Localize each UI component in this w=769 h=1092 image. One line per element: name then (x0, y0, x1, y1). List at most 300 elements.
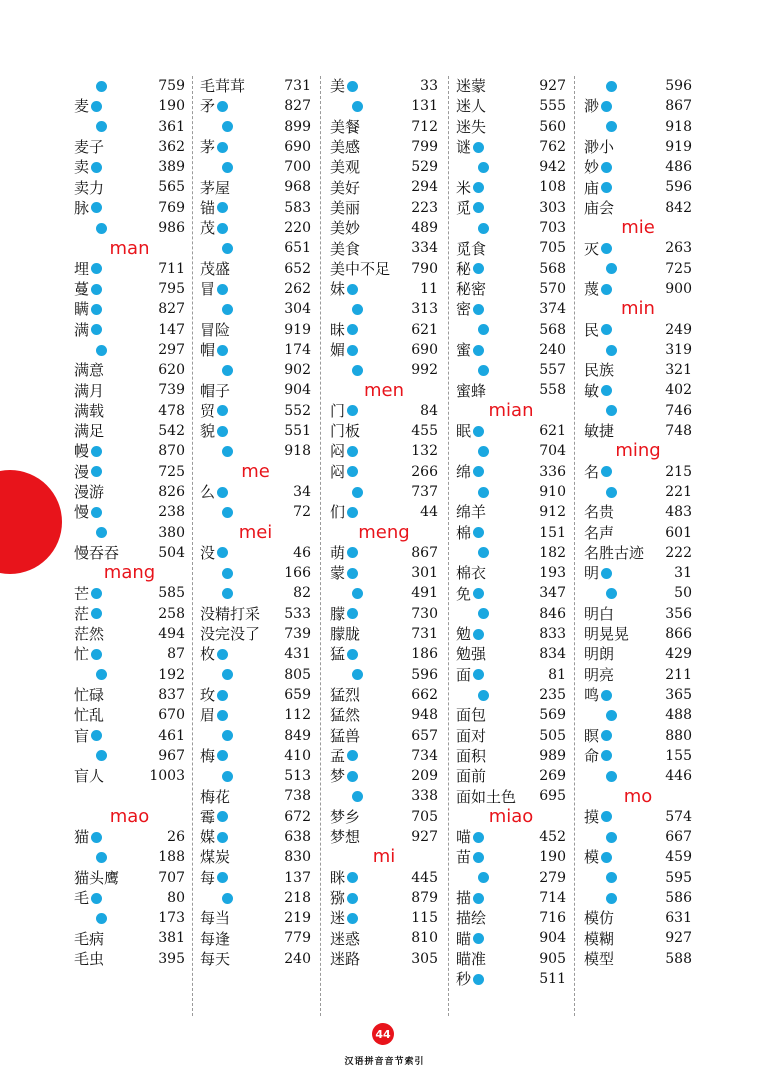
entry-word: 明朗 (584, 645, 615, 664)
index-entry (200, 320, 311, 340)
entry-word: 猫头鹰 (74, 868, 120, 887)
entry-word: 猛然 (330, 706, 361, 725)
index-entry (200, 624, 311, 644)
page-ref: 712 (411, 118, 438, 135)
reading-badge-icon (601, 284, 612, 295)
index-entry (330, 888, 438, 908)
reading-badge-icon (347, 507, 358, 518)
entry-word: 渺 (584, 97, 600, 116)
reading-badge-icon (347, 324, 358, 335)
index-entry (200, 827, 311, 847)
writing-badge-icon (222, 568, 233, 579)
index-entry (456, 685, 566, 705)
entry-word: 茂盛 (200, 259, 231, 278)
entry-word: 眠 (456, 422, 472, 441)
page-ref: 662 (411, 686, 438, 703)
index-entry (74, 644, 185, 664)
writing-badge-icon (352, 365, 363, 376)
entry-word: 民族 (584, 361, 615, 380)
page-ref: 805 (284, 666, 311, 683)
entry-word: 茫然 (74, 625, 105, 644)
entry-word: 迷惑 (330, 929, 361, 948)
entry-word: 密 (456, 300, 472, 319)
page-ref: 558 (539, 382, 566, 399)
index-entry (330, 604, 438, 624)
index-entry (584, 563, 692, 583)
page-ref: 704 (539, 443, 566, 460)
writing-badge-icon (96, 750, 107, 761)
page-ref: 478 (158, 402, 185, 419)
writing-badge-icon (352, 101, 363, 112)
reading-badge-icon (91, 649, 102, 660)
entry-word: 迷 (330, 909, 346, 928)
column-divider (448, 76, 449, 1016)
entry-word: 锚 (200, 198, 216, 217)
page-ref: 238 (158, 504, 185, 521)
reading-badge-icon (473, 202, 484, 213)
page-ref: 193 (539, 565, 566, 582)
index-entry (456, 543, 566, 563)
index-entry (74, 868, 185, 888)
index-entry (74, 726, 185, 746)
index-entry (584, 76, 692, 96)
entry-word: 们 (330, 503, 346, 522)
entry-word: 霉 (200, 807, 216, 826)
syllable-heading: min (621, 298, 655, 320)
page-ref: 486 (665, 159, 692, 176)
index-entry (200, 299, 311, 319)
index-entry (330, 665, 438, 685)
index-entry (74, 665, 185, 685)
page-ref: 910 (539, 483, 566, 500)
column-divider (192, 76, 193, 1016)
page-ref: 574 (665, 808, 692, 825)
entry-word: 面包 (456, 706, 487, 725)
page-ref: 222 (665, 544, 692, 561)
reading-badge-icon (217, 649, 228, 660)
page-ref: 759 (158, 78, 185, 94)
index-entry (330, 340, 438, 360)
reading-badge-icon (473, 974, 484, 985)
page-ref: 734 (411, 747, 438, 764)
index-entry (330, 401, 438, 421)
entry-word: 埋 (74, 259, 90, 278)
index-entry (456, 908, 566, 928)
page-ref: 82 (293, 585, 311, 602)
entry-word: 每逢 (200, 929, 231, 948)
index-entry (584, 137, 692, 157)
entry-word: 瞑 (584, 726, 600, 745)
index-entry (456, 259, 566, 279)
page-ref: 362 (158, 138, 185, 155)
index-entry (456, 928, 566, 948)
entry-word: 茅 (200, 138, 216, 157)
index-entry (584, 259, 692, 279)
reading-badge-icon (347, 608, 358, 619)
page-ref: 557 (539, 362, 566, 379)
index-entry (74, 746, 185, 766)
writing-badge-icon (222, 669, 233, 680)
reading-badge-icon (91, 730, 102, 741)
index-entry (330, 949, 438, 969)
page-ref: 1003 (149, 768, 185, 785)
entry-word: 忙碌 (74, 686, 105, 705)
index-entry (456, 117, 566, 137)
entry-word: 秒 (456, 970, 472, 989)
writing-badge-icon (606, 771, 617, 782)
page-ref: 827 (284, 98, 311, 115)
writing-badge-icon (478, 487, 489, 498)
reading-badge-icon (601, 182, 612, 193)
page-ref: 725 (158, 463, 185, 480)
page-ref: 186 (411, 646, 438, 663)
index-entry (330, 583, 438, 603)
writing-badge-icon (222, 446, 233, 457)
index-entry (456, 563, 566, 583)
reading-badge-icon (347, 568, 358, 579)
writing-badge-icon (222, 771, 233, 782)
index-entry (584, 766, 692, 786)
index-entry (330, 908, 438, 928)
entry-word: 蔓 (74, 280, 90, 299)
reading-badge-icon (347, 446, 358, 457)
entry-word: 瞒 (74, 300, 90, 319)
index-entry (74, 340, 185, 360)
reading-badge-icon (217, 202, 228, 213)
page-ref: 879 (411, 889, 438, 906)
page-ref: 762 (539, 138, 566, 155)
entry-word: 漫游 (74, 483, 105, 502)
index-entry (330, 624, 438, 644)
page-ref: 11 (420, 280, 438, 297)
page-ref: 455 (411, 423, 438, 440)
writing-badge-icon (478, 446, 489, 457)
page-ref: 866 (665, 626, 692, 643)
entry-word: 美 (330, 77, 346, 96)
entry-word: 卖 (74, 158, 90, 177)
page-ref: 652 (284, 260, 311, 277)
syllable-heading: me (241, 460, 270, 482)
index-entry (330, 441, 438, 461)
reading-badge-icon (473, 466, 484, 477)
entry-word: 描绘 (456, 909, 487, 928)
index-entry (584, 888, 692, 908)
entry-word: 瞄 (456, 929, 472, 948)
red-circle-decoration (0, 470, 62, 574)
reading-badge-icon (217, 547, 228, 558)
entry-word: 满 (74, 320, 90, 339)
reading-badge-icon (601, 385, 612, 396)
reading-badge-icon (473, 182, 484, 193)
page-ref: 533 (284, 605, 311, 622)
index-entry (456, 137, 566, 157)
page-ref: 488 (665, 707, 692, 724)
page-ref: 731 (411, 626, 438, 643)
entry-word: 迷失 (456, 117, 487, 136)
page-ref: 446 (665, 768, 692, 785)
entry-word: 面 (456, 665, 472, 684)
page-ref: 918 (284, 443, 311, 460)
syllable-heading: mi (372, 846, 396, 868)
page-ref: 262 (284, 280, 311, 297)
footer-title: 汉语拼音音节索引 (344, 1057, 425, 1067)
entry-word: 明 (584, 564, 600, 583)
reading-badge-icon (91, 466, 102, 477)
reading-badge-icon (91, 324, 102, 335)
index-entry (74, 76, 185, 96)
entry-word: 面前 (456, 767, 487, 786)
index-entry (200, 726, 311, 746)
page-ref: 596 (665, 179, 692, 196)
entry-word: 模型 (584, 949, 615, 968)
page-ref: 459 (665, 849, 692, 866)
page-ref: 904 (284, 382, 311, 399)
index-entry (330, 117, 438, 137)
index-entry (584, 868, 692, 888)
entry-word: 梅 (200, 746, 216, 765)
syllable-heading: meng (358, 521, 410, 543)
index-entry (584, 380, 692, 400)
index-entry (584, 502, 692, 522)
page-ref: 46 (293, 544, 311, 561)
page-ref: 240 (284, 950, 311, 967)
page-ref: 700 (284, 159, 311, 176)
index-entry (200, 888, 311, 908)
entry-word: 绵羊 (456, 503, 487, 522)
index-entry (74, 502, 185, 522)
page-ref: 219 (284, 910, 311, 927)
index-entry (74, 928, 185, 948)
entry-word: 茅屋 (200, 178, 231, 197)
page-ref: 431 (284, 646, 311, 663)
page-ref: 305 (411, 950, 438, 967)
index-entry (74, 441, 185, 461)
page-ref: 569 (539, 707, 566, 724)
entry-word: 觅食 (456, 239, 487, 258)
page-ref: 461 (158, 727, 185, 744)
entry-word: 秘 (456, 259, 472, 278)
entry-word: 卖力 (74, 178, 105, 197)
page-ref: 303 (539, 199, 566, 216)
syllable-heading: mo (623, 785, 653, 807)
page-ref: 596 (665, 78, 692, 94)
index-entry (200, 502, 311, 522)
index-entry (74, 177, 185, 197)
writing-badge-icon (96, 852, 107, 863)
index-entry (456, 320, 566, 340)
syllable-heading: ming (615, 440, 661, 462)
reading-badge-icon (91, 304, 102, 315)
writing-badge-icon (478, 690, 489, 701)
page-ref: 542 (158, 423, 185, 440)
page-ref: 659 (284, 686, 311, 703)
page-ref: 705 (411, 808, 438, 825)
page-ref: 137 (284, 869, 311, 886)
index-entry (584, 583, 692, 603)
entry-word: 米 (456, 178, 472, 197)
index-entry (456, 665, 566, 685)
index-entry (584, 624, 692, 644)
index-entry (584, 847, 692, 867)
writing-badge-icon (606, 345, 617, 356)
entry-word: 勉强 (456, 645, 487, 664)
page-ref: 108 (539, 179, 566, 196)
index-column (584, 76, 692, 969)
index-entry (74, 827, 185, 847)
page-ref: 989 (539, 747, 566, 764)
page-ref: 336 (539, 463, 566, 480)
index-entry (456, 786, 566, 806)
entry-word: 每天 (200, 949, 231, 968)
index-entry (330, 807, 438, 827)
index-entry (584, 462, 692, 482)
index-entry (200, 644, 311, 664)
page-ref: 81 (548, 666, 566, 683)
writing-badge-icon (222, 304, 233, 315)
page-ref: 334 (411, 240, 438, 257)
entry-word: 迷蒙 (456, 77, 487, 96)
entry-word: 名胜古迹 (584, 543, 645, 562)
index-entry (330, 827, 438, 847)
entry-word: 美丽 (330, 198, 361, 217)
entry-word: 秘密 (456, 280, 487, 299)
index-entry (584, 685, 692, 705)
index-entry (200, 198, 311, 218)
reading-badge-icon (91, 507, 102, 518)
page-ref: 588 (665, 950, 692, 967)
reading-badge-icon (347, 405, 358, 416)
index-entry (584, 117, 692, 137)
reading-badge-icon (217, 750, 228, 761)
page-ref: 631 (665, 910, 692, 927)
page-ref: 321 (665, 362, 692, 379)
index-entry (330, 218, 438, 238)
index-entry (200, 847, 311, 867)
syllable-heading: mian (488, 399, 534, 421)
index-entry (456, 380, 566, 400)
page-ref: 748 (665, 423, 692, 440)
page-ref: 904 (539, 930, 566, 947)
page-ref: 80 (167, 889, 185, 906)
index-entry (584, 705, 692, 725)
page-ref: 258 (158, 605, 185, 622)
page-ref: 769 (158, 199, 185, 216)
index-entry (74, 117, 185, 137)
entry-word: 慢吞吞 (74, 543, 120, 562)
index-entry (584, 482, 692, 502)
page-ref: 565 (158, 179, 185, 196)
index-entry (200, 117, 311, 137)
entry-word: 麦子 (74, 138, 105, 157)
index-entry (584, 279, 692, 299)
entry-word: 矛 (200, 97, 216, 116)
page-ref: 711 (158, 260, 185, 277)
writing-badge-icon (96, 913, 107, 924)
reading-badge-icon (91, 101, 102, 112)
page-ref: 927 (539, 78, 566, 94)
entry-word: 忙 (74, 645, 90, 664)
index-entry (200, 786, 311, 806)
reading-badge-icon (347, 913, 358, 924)
index-entry (74, 888, 185, 908)
page-ref: 132 (411, 443, 438, 460)
index-entry (200, 868, 311, 888)
entry-word: 漫 (74, 462, 90, 481)
index-entry (330, 928, 438, 948)
page-ref: 26 (167, 828, 185, 845)
page-ref: 365 (665, 686, 692, 703)
entry-word: 鸣 (584, 686, 600, 705)
page-ref: 44 (420, 504, 438, 521)
page-ref: 790 (411, 260, 438, 277)
entry-word: 名贵 (584, 503, 615, 522)
index-entry (584, 320, 692, 340)
index-entry (74, 583, 185, 603)
entry-word: 蜜蜂 (456, 381, 487, 400)
index-entry (456, 279, 566, 299)
index-entry (74, 685, 185, 705)
entry-word: 梦想 (330, 828, 361, 847)
index-entry (74, 157, 185, 177)
reading-badge-icon (91, 608, 102, 619)
page-ref: 131 (411, 98, 438, 115)
writing-badge-icon (222, 730, 233, 741)
page-ref: 174 (284, 341, 311, 358)
index-entry (200, 76, 311, 96)
page-ref: 115 (411, 910, 438, 927)
page-ref: 240 (539, 341, 566, 358)
reading-badge-icon (601, 243, 612, 254)
reading-badge-icon (91, 446, 102, 457)
index-entry (456, 76, 566, 96)
index-entry (200, 685, 311, 705)
page-ref: 739 (158, 382, 185, 399)
reading-badge-icon (347, 466, 358, 477)
page-ref: 621 (411, 321, 438, 338)
entry-word: 枚 (200, 645, 216, 664)
reading-badge-icon (217, 487, 228, 498)
index-entry (74, 421, 185, 441)
index-entry (330, 320, 438, 340)
reading-badge-icon (347, 872, 358, 883)
page-ref: 586 (665, 889, 692, 906)
page-ref: 220 (284, 220, 311, 237)
entry-word: 茫 (74, 604, 90, 623)
reading-badge-icon (473, 345, 484, 356)
page-ref: 294 (411, 179, 438, 196)
page-ref: 155 (665, 747, 692, 764)
index-entry (200, 279, 311, 299)
page-ref: 690 (284, 138, 311, 155)
index-entry (200, 928, 311, 948)
page-ref: 452 (539, 828, 566, 845)
index-entry (584, 340, 692, 360)
writing-badge-icon (606, 710, 617, 721)
index-entry (584, 177, 692, 197)
index-entry (200, 766, 311, 786)
entry-word: 迷路 (330, 949, 361, 968)
entry-word: 脉 (74, 198, 90, 217)
entry-word: 猛兽 (330, 726, 361, 745)
page-ref: 725 (665, 260, 692, 277)
entry-word: 每当 (200, 909, 231, 928)
page-ref: 596 (411, 666, 438, 683)
page-ref: 570 (539, 280, 566, 297)
page-ref: 834 (539, 646, 566, 663)
index-entry (200, 665, 311, 685)
index-entry (200, 137, 311, 157)
page-ref: 319 (665, 341, 692, 358)
